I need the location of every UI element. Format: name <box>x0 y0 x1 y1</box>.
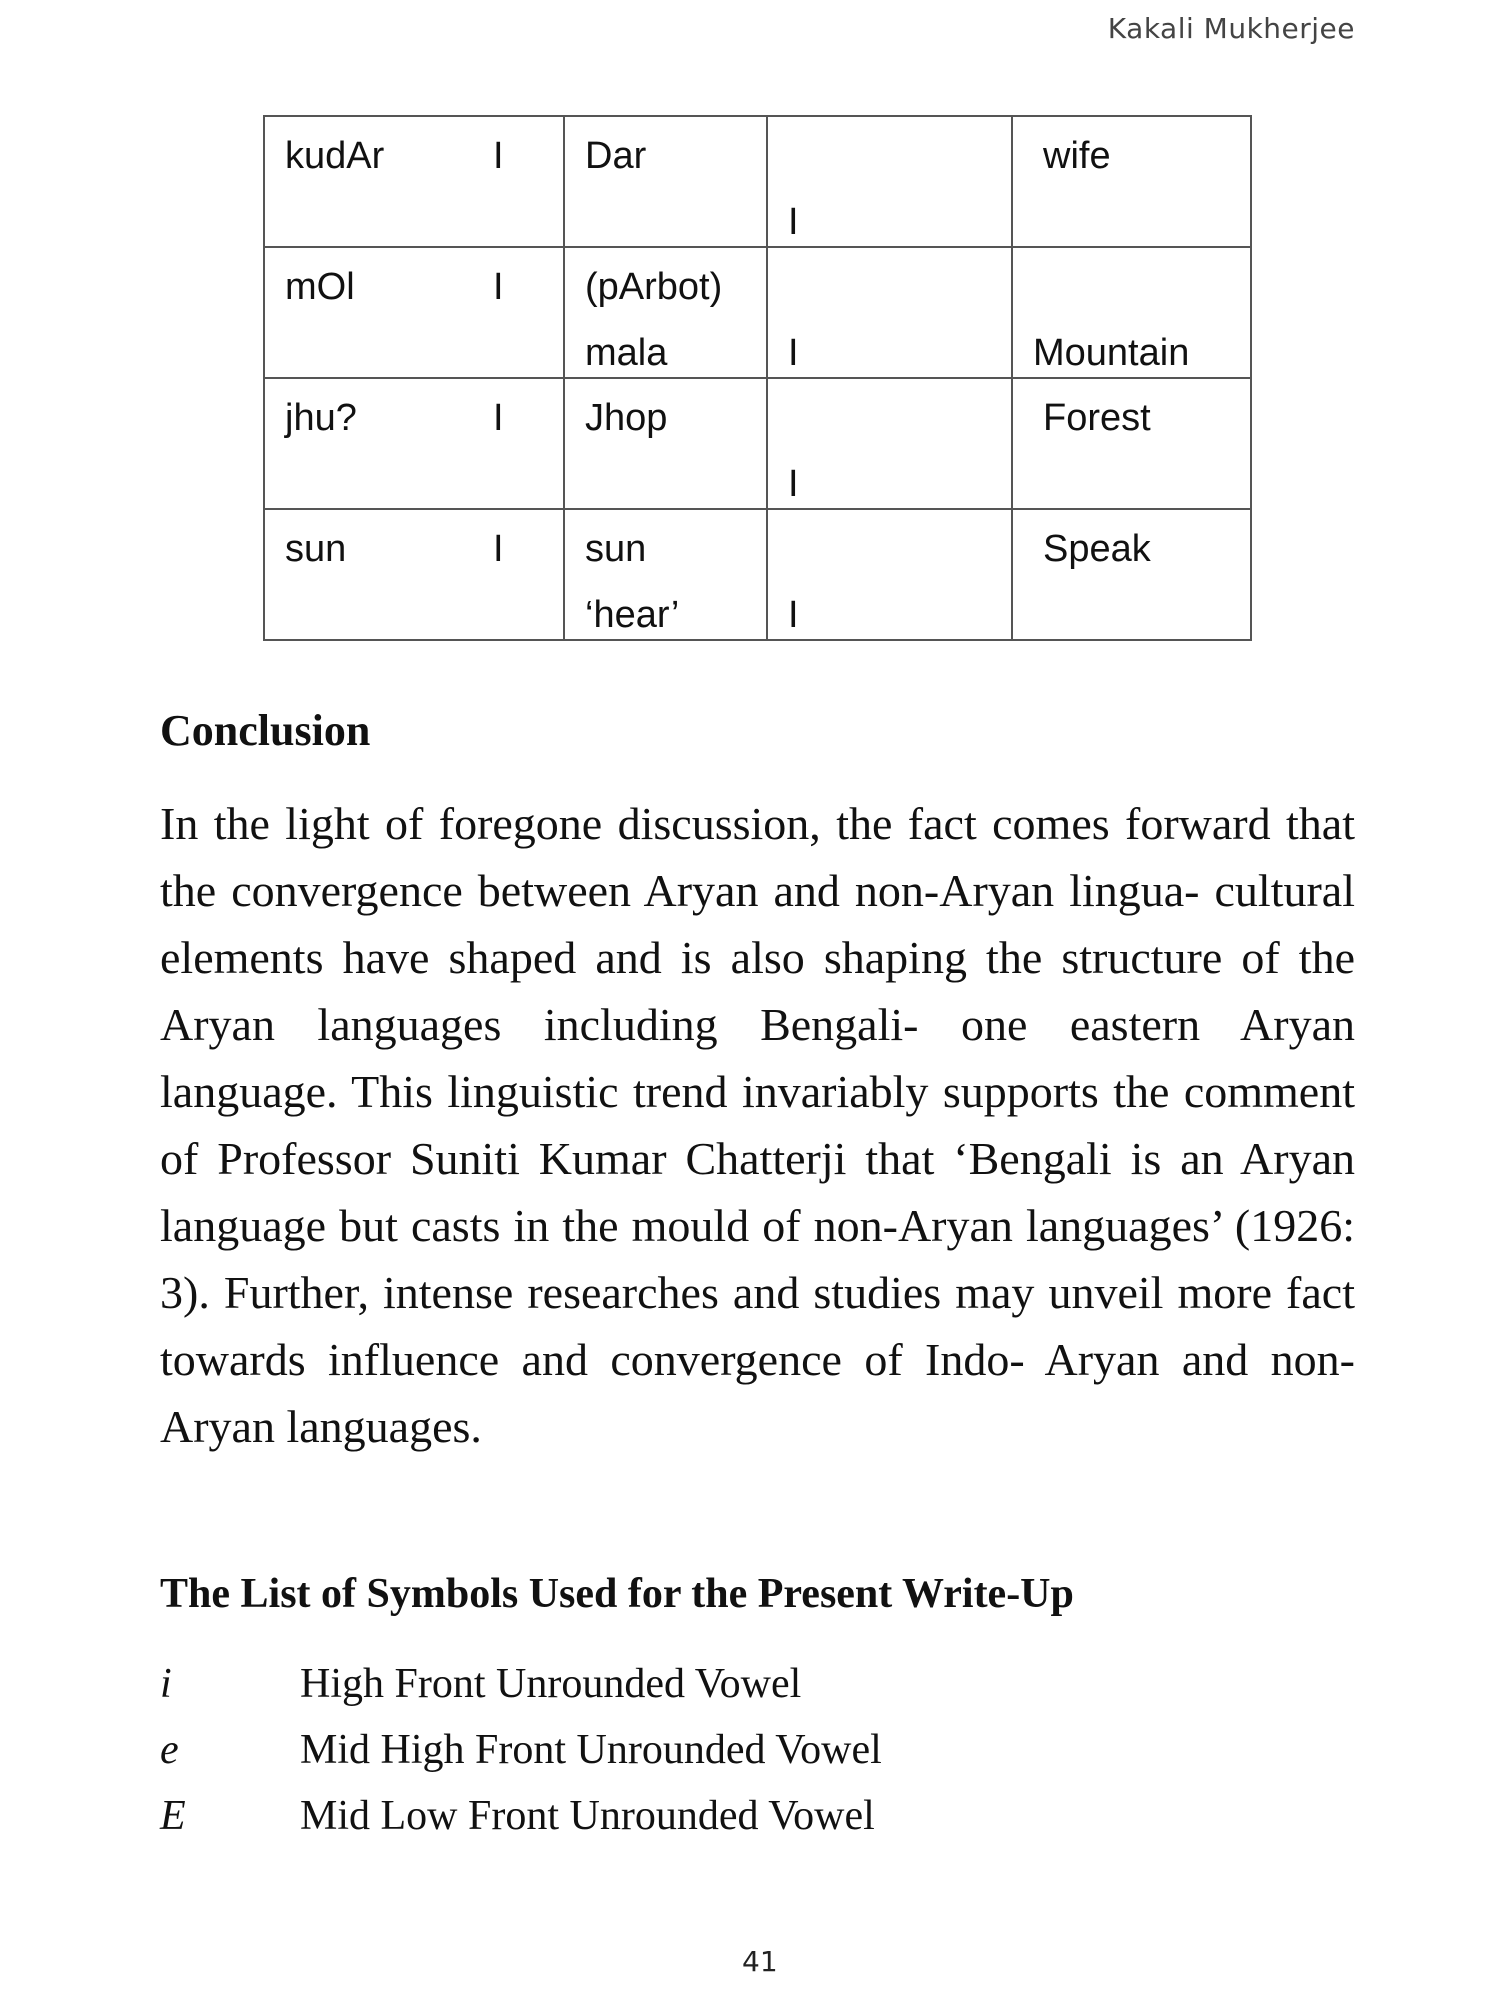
table-row <box>264 509 1251 640</box>
separator-mark: I <box>788 201 799 243</box>
mark-cell <box>767 509 1012 640</box>
symbols-list <box>160 1660 882 1858</box>
bengali-word-cell <box>564 247 767 378</box>
bengali-word-line2: mala <box>585 332 668 374</box>
bengali-word: (pArbot) <box>585 266 723 308</box>
symbol: e <box>160 1727 179 1773</box>
bengali-word: Jhop <box>585 397 668 439</box>
list-item <box>160 1660 882 1726</box>
symbol-description: High Front Unrounded Vowel <box>300 1661 802 1707</box>
english-gloss: Speak <box>1043 528 1151 570</box>
symbols-heading: The List of Symbols Used for the Present Write-Up <box>160 1571 1074 1617</box>
separator-mark: I <box>493 135 504 177</box>
symbol-description: Mid High Front Unrounded Vowel <box>300 1727 882 1773</box>
symbol: E <box>160 1793 186 1839</box>
source-word-cell <box>264 378 564 509</box>
conclusion-heading: Conclusion <box>160 706 371 755</box>
list-item <box>160 1726 882 1792</box>
word-comparison-table <box>263 115 1252 641</box>
conclusion-paragraph: In the light of foregone discussion, the fact comes forward that the convergence between Aryan and non-Aryan lingua- cultural elements have shaped and is also shaping the structure of the Aryan languages including Bengali- one eastern Aryan language. This linguistic trend invariably supports the comment of Professor Suniti Kumar Chatterji that ‘Bengali is an Aryan language but casts in the mould of non-Aryan languages’ (1926: 3). Further, intense researches and studies may unveil more fact towards influence and convergence of Indo- Aryan and non-Aryan languages. <box>160 798 1355 1452</box>
separator-mark: I <box>788 594 799 636</box>
bengali-word-line2: ‘hear’ <box>585 594 680 636</box>
source-word-cell <box>264 116 564 247</box>
list-item <box>160 1792 882 1858</box>
gloss-cell <box>1012 116 1251 247</box>
gloss-cell <box>1012 247 1251 378</box>
bengali-word: sun <box>585 528 647 570</box>
source-word-cell <box>264 509 564 640</box>
mark-cell <box>767 247 1012 378</box>
page-number: 41 <box>742 1945 778 1978</box>
bengali-word-cell <box>564 116 767 247</box>
separator-mark: I <box>493 397 504 439</box>
english-gloss: wife <box>1043 135 1111 177</box>
english-gloss: Forest <box>1043 397 1151 439</box>
separator-mark: I <box>493 528 504 570</box>
bengali-word-cell <box>564 378 767 509</box>
table-row <box>264 116 1251 247</box>
gloss-cell <box>1012 509 1251 640</box>
separator-mark: I <box>493 266 504 308</box>
gloss-cell <box>1012 378 1251 509</box>
source-word: mOl <box>285 266 355 308</box>
mark-cell <box>767 378 1012 509</box>
bengali-word: Dar <box>585 135 647 177</box>
symbol-description: Mid Low Front Unrounded Vowel <box>300 1793 875 1839</box>
table-row <box>264 378 1251 509</box>
source-word: sun <box>285 528 347 570</box>
source-word-cell <box>264 247 564 378</box>
symbol: i <box>160 1661 172 1707</box>
mark-cell <box>767 116 1012 247</box>
separator-mark: I <box>788 332 799 374</box>
source-word: jhu? <box>285 397 357 439</box>
running-header-author: Kakali Mukherjee <box>1107 12 1355 45</box>
separator-mark: I <box>788 463 799 505</box>
source-word: kudAr <box>285 135 385 177</box>
english-gloss: Mountain <box>1033 332 1190 374</box>
bengali-word-cell <box>564 509 767 640</box>
table-row <box>264 247 1251 378</box>
